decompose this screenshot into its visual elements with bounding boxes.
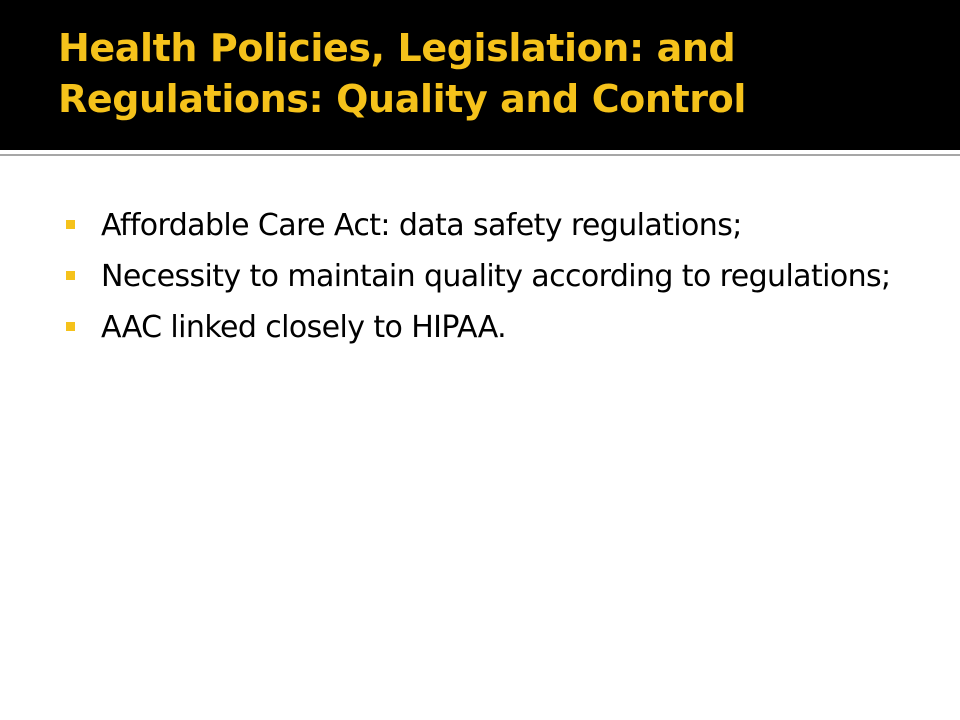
bullet-list <box>66 200 926 353</box>
title-divider <box>0 154 960 156</box>
bullet-item <box>66 302 926 353</box>
bullet-text: AAC linked closely to HIPAA. <box>101 310 507 345</box>
bullet-text: Affordable Care Act: data safety regulations; <box>101 208 742 243</box>
slide-title: Health Policies, Legislation: and Regulations: Quality and Control <box>58 26 746 121</box>
bullet-item <box>66 200 926 251</box>
square-bullet-icon <box>66 322 75 331</box>
bullet-text: Necessity to maintain quality according to regulations; <box>101 259 891 294</box>
square-bullet-icon <box>66 220 75 229</box>
bullet-item <box>66 251 926 302</box>
square-bullet-icon <box>66 271 75 280</box>
title-bar <box>0 0 960 150</box>
